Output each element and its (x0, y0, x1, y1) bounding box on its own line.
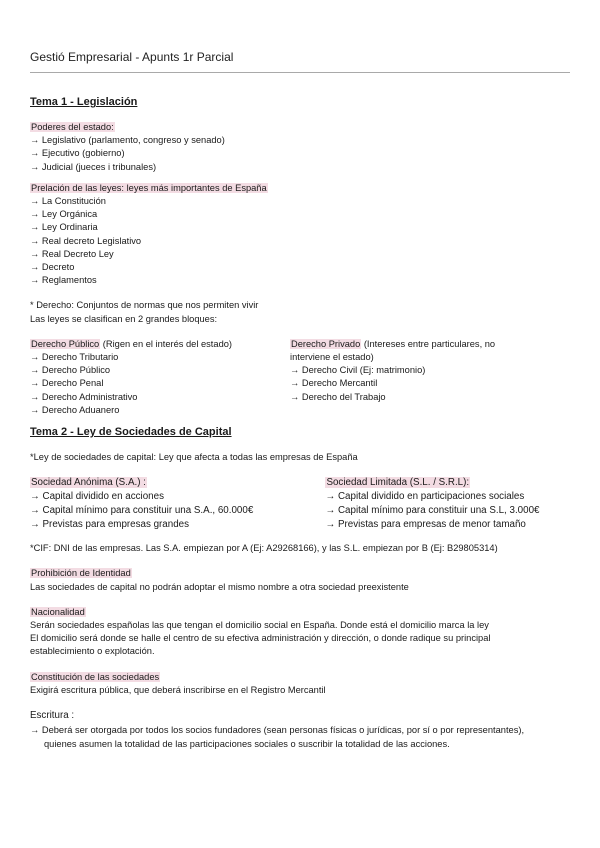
list-item: → Derecho del Trabajo (290, 391, 386, 402)
constitucion-text: Exigirá escritura pública, que deberá inscribirse en el Registro Mercantil (30, 684, 326, 695)
list-item: → Real decreto Legislativo (30, 235, 142, 246)
sociedad-limitada-column (325, 476, 575, 532)
constitucion-heading: Constitución de las sociedades (31, 671, 160, 682)
list-item: → Derecho Administrativo (30, 391, 138, 402)
sl-heading: Sociedad Limitada (S.L. / S.R.L): (326, 477, 470, 489)
derecho-publico-note: (Rigen en el interés del estado) (100, 338, 233, 349)
escritura-line: → Deberá ser otorgada por todos los socios fundadores (sean personas físicas o jurídicas, por sí o por representantes), (30, 725, 525, 736)
document-header: Gestió Empresarial - Apunts 1r Parcial (30, 50, 234, 64)
list-item: → Capital dividido en participaciones sociales (325, 491, 525, 503)
nacionalidad-heading: Nacionalidad (31, 606, 85, 617)
list-item: → Legislativo (parlamento, congreso y senado) (30, 135, 225, 146)
escritura-heading: Escritura : (30, 710, 75, 722)
sa-heading: Sociedad Anónima (S.A.) : (31, 477, 146, 489)
derecho-publico-heading: Derecho Público (31, 338, 100, 349)
prohibicion-section (30, 567, 575, 593)
tema1-title: Tema 1 - Legislación (30, 96, 138, 108)
derecho-note (30, 299, 575, 325)
derecho-privado-note-cont: interviene el estado) (290, 352, 374, 363)
nacionalidad-line: El domicilio será donde se halle el centro de su efectiva administración y dirección, o donde radique su principal (30, 633, 491, 644)
list-item: → Capital mínimo para constituir una S.L, 3.000€ (325, 505, 540, 517)
derecho-definition: * Derecho: Conjuntos de normas que nos permiten vivir (30, 300, 259, 311)
derecho-columns (30, 338, 575, 417)
list-item: → Previstas para empresas grandes (30, 519, 189, 531)
list-item: → Derecho Tributario (30, 352, 119, 363)
header-divider (30, 72, 570, 73)
list-item: → Ejecutivo (gobierno) (30, 148, 125, 159)
escritura-section (30, 709, 575, 751)
nacionalidad-line: Serán sociedades españolas las que tengan el domicilio social en España. Donde está el domicilio marca la ley (30, 620, 489, 631)
list-item: → Derecho Civil (Ej: matrimonio) (290, 365, 426, 376)
escritura-line: quienes asumen la totalidad de las participaciones sociales o suscribir la totalidad de las acciones. (44, 739, 450, 750)
nacionalidad-line: establecimiento o explotación. (30, 646, 155, 657)
cif-note: *CIF: DNI de las empresas. Las S.A. empiezan por A (Ej: A29268166), y las S.L. empiezan por B (Ej: B29805314) (30, 543, 498, 554)
list-item: → Ley Orgánica (30, 209, 98, 220)
list-item: → Previstas para empresas de menor tamaño (325, 519, 526, 531)
list-item: → Real Decreto Ley (30, 248, 114, 259)
ley-sociedades-intro: *Ley de sociedades de capital: Ley que afecta a todas las empresas de España (30, 452, 358, 463)
list-item: → Derecho Penal (30, 378, 104, 389)
derecho-privado-heading: Derecho Privado (291, 338, 361, 349)
derecho-publico-column (30, 338, 290, 417)
list-item: → Judicial (jueces i tribunales) (30, 161, 157, 172)
poderes-section (30, 121, 575, 174)
prelacion-section (30, 182, 575, 288)
list-item: → Reglamentos (30, 275, 97, 286)
prohibicion-text: Las sociedades de capital no podrán adoptar el mismo nombre a otra sociedad preexistente (30, 581, 409, 592)
tema2-title: Tema 2 - Ley de Sociedades de Capital (30, 426, 232, 439)
list-item: → Ley Ordinaria (30, 222, 98, 233)
document-body (30, 95, 575, 751)
nacionalidad-section (30, 606, 575, 659)
list-item: → Capital mínimo para constituir una S.A., 60.000€ (30, 505, 254, 517)
prelacion-heading: Prelación de las leyes: leyes más importantes de España (31, 182, 267, 193)
list-item: → Derecho Mercantil (290, 378, 378, 389)
list-item: → Capital dividido en acciones (30, 491, 164, 503)
derecho-privado-note: (Intereses entre particulares, no (361, 338, 496, 349)
derecho-privado-column (290, 338, 575, 417)
constitucion-section (30, 671, 575, 697)
list-item: → Derecho Público (30, 365, 111, 376)
prohibicion-heading: Prohibición de Identidad (31, 568, 131, 579)
sociedad-anonima-column (30, 476, 325, 532)
list-item: → Derecho Aduanero (30, 404, 120, 415)
list-item: → La Constitución (30, 196, 106, 207)
sociedades-columns (30, 476, 575, 532)
poderes-heading: Poderes del estado: (31, 122, 114, 132)
list-item: → Decreto (30, 262, 75, 273)
leyes-clasificacion: Las leyes se clasifican en 2 grandes bloques: (30, 313, 218, 324)
